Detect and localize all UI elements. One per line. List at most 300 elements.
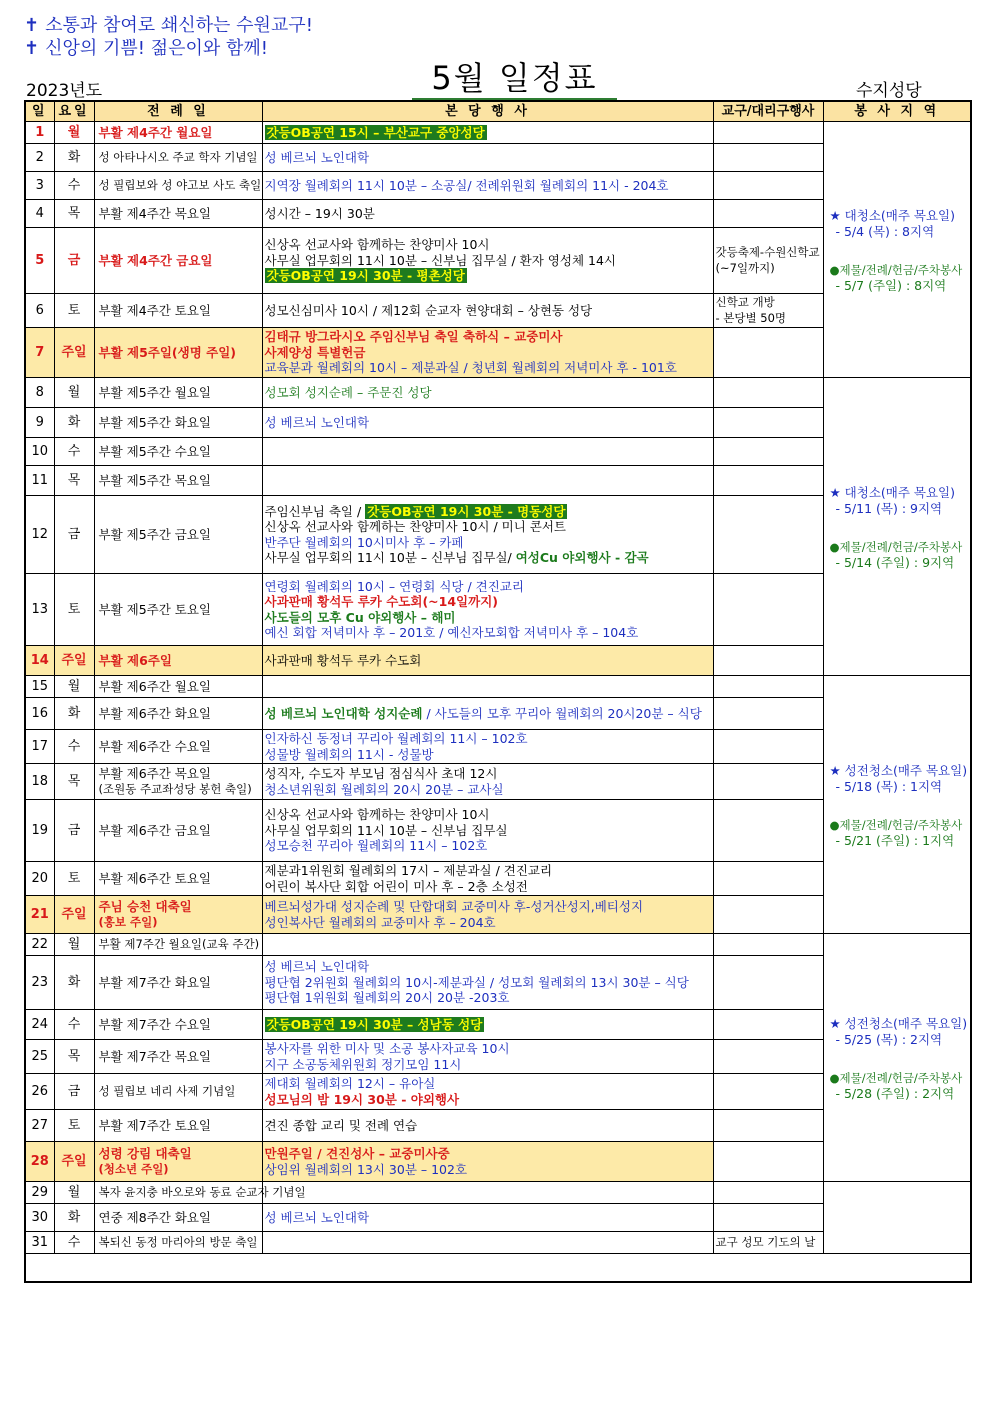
liturgy-label: 부활 제4주간 금요일 (98, 252, 213, 268)
weekday-cell (54, 438, 94, 466)
day-number: 2 (35, 149, 44, 165)
weekday-label: 목 (67, 205, 81, 221)
diocese-events-cell (713, 800, 823, 862)
event-line (265, 345, 711, 361)
event-text: 성모님의 밤 19시 30분 - 야외행사 (264, 1091, 460, 1107)
parish-events-cell (262, 378, 713, 408)
weekday-cell (54, 200, 94, 228)
day-number: 25 (31, 1048, 49, 1064)
day-cell (25, 1204, 54, 1232)
weekday-cell (54, 1074, 94, 1110)
event-text: 어린이 복사단 회합 어린이 미사 후 – 2층 소성전 (264, 878, 528, 894)
day-cell (25, 1232, 54, 1254)
event-line (265, 1017, 711, 1033)
parish-events-cell (262, 1232, 713, 1254)
diocese-events-cell (713, 1142, 823, 1182)
day-cell (25, 676, 54, 698)
weekday-label: 월 (67, 1184, 81, 1200)
diocese-events-cell (713, 862, 823, 896)
liturgy-label: 부활 제7주간 수요일 (98, 1016, 211, 1032)
day-cell (25, 328, 54, 378)
event-text-extra: 여성Cu 야외행사 - 감곡 (515, 550, 649, 565)
liturgy-label: 부활 제5주간 토요일 (98, 601, 211, 617)
diocese-events-cell (713, 328, 823, 378)
parish-events-cell (262, 200, 713, 228)
weekday-label: 금 (67, 252, 81, 268)
diocese-events-cell (713, 172, 823, 200)
parish-events-cell (262, 466, 713, 496)
weekday-cell (54, 1182, 94, 1204)
day-number: 17 (31, 738, 49, 754)
event-line (265, 959, 711, 975)
liturgy-label: 성령 강림 대축일 (98, 1145, 192, 1161)
volunteer-service (830, 1070, 969, 1102)
year-label: 2023년도 (26, 81, 103, 101)
liturgy-cell (94, 934, 262, 956)
day-number: 13 (31, 601, 49, 617)
day-number: 1 (35, 124, 45, 140)
col-header-liturgy: 전 례 일 (94, 101, 262, 122)
weekday-cell (54, 328, 94, 378)
event-text: 반주단 월례회의 10시미사 후 – 카페 (264, 534, 464, 550)
liturgy-label: 부활 제5주간 목요일 (98, 472, 211, 488)
parish-events-cell (262, 294, 713, 328)
parish-events-cell (262, 1110, 713, 1142)
liturgy-cell (94, 676, 262, 698)
weekday-label: 주일 (61, 1153, 87, 1169)
parish-events-cell (262, 496, 713, 574)
event-line (265, 360, 711, 376)
weekday-cell (54, 1232, 94, 1254)
weekday-label: 월 (67, 384, 81, 400)
event-line (265, 915, 711, 931)
event-line (265, 838, 711, 854)
weekday-cell (54, 896, 94, 934)
liturgy-cell (94, 172, 262, 200)
event-text: 연령회 월례회의 10시 – 연령회 식당 / 견진교리 (264, 578, 524, 594)
day-number: 24 (31, 1016, 49, 1032)
event-text: 사과판매 황석두 루카 수도회 (264, 652, 422, 668)
diocese-events-cell (713, 122, 823, 144)
cleaning-date: - 5/4 (목) : 8지역 (835, 223, 935, 239)
day-number: 26 (31, 1083, 49, 1099)
event-text: 상임위 월례회의 13시 30분 – 102호 (264, 1161, 468, 1177)
diocese-events-cell (713, 896, 823, 934)
parish-events-cell (262, 800, 713, 862)
event-line (265, 415, 711, 431)
day-number: 19 (31, 822, 49, 838)
parish-events-cell (262, 172, 713, 200)
weekday-cell (54, 956, 94, 1010)
liturgy-cell (94, 496, 262, 574)
weekday-label: 금 (67, 526, 81, 542)
day-number: 3 (35, 177, 44, 193)
parish-events-cell (262, 698, 713, 730)
day-cell (25, 730, 54, 764)
volunteer-area-cell (823, 934, 971, 1182)
volunteer-area-cell (823, 378, 971, 676)
day-cell (25, 1110, 54, 1142)
liturgy-cell (94, 122, 262, 144)
day-number: 6 (35, 302, 44, 318)
diocese-events-cell (713, 438, 823, 466)
event-text: 청소년위원회 월례회의 20시 20분 – 교사실 (264, 781, 504, 797)
day-number: 7 (35, 344, 45, 360)
event-text: 사과판매 황석두 루카 수도회(~14일까지) (264, 594, 498, 609)
parish-events-cell (262, 764, 713, 800)
day-number: 16 (31, 705, 49, 721)
diocese-events-cell (713, 1040, 823, 1074)
volunteer-area-cell (823, 122, 971, 378)
day-number: 11 (31, 472, 49, 488)
liturgy-label: 성 필립보와 성 야고보 사도 축일 (98, 178, 262, 193)
weekday-label: 토 (67, 1117, 81, 1133)
event-line (265, 706, 711, 722)
event-text: 제분과1위원회 월례회의 17시 – 제분과실 / 견진교리 (264, 863, 553, 878)
liturgy-label: 복자 윤지충 바오로와 동료 순교자 기념일 (98, 1185, 306, 1200)
event-text: 베르뇌성가대 성지순례 및 단합대회 교중미사 후-성거산성지,베티성지 (264, 899, 644, 914)
diocese-events-cell (713, 1110, 823, 1142)
diocese-events-cell (713, 764, 823, 800)
event-line (265, 899, 711, 915)
weekday-label: 금 (67, 822, 81, 838)
weekday-cell (54, 764, 94, 800)
weekday-cell (54, 466, 94, 496)
event-text: 갓등OB공연 19시 30분 – 성남동 성당 (266, 1016, 483, 1032)
weekday-label: 수 (67, 738, 81, 754)
event-text: 지구 소공동체위원회 정기모임 11시 (264, 1056, 462, 1072)
weekday-cell (54, 408, 94, 438)
liturgy-label: 부활 제6주일 (98, 652, 172, 668)
event-line (265, 879, 711, 895)
service-date: - 5/14 (주일) : 9지역 (835, 554, 955, 570)
liturgy-label: 부활 제7주간 월요일(교육 주간) (98, 937, 260, 952)
diocese-events-cell (713, 466, 823, 496)
event-text: 인자하신 동정녀 꾸리아 월례회의 11시 – 102호 (264, 731, 528, 746)
diocese-events-cell (713, 294, 823, 328)
event-text: 성모신심미사 10시 / 제12회 순교자 현양대회 – 상현동 성당 (264, 302, 593, 318)
day-number: 31 (31, 1234, 49, 1250)
parish-events-cell (262, 574, 713, 646)
liturgy-label: 부활 제6주간 금요일 (98, 822, 211, 838)
table-row (25, 122, 971, 144)
col-header-parish-events: 본 당 행 사 (262, 101, 713, 122)
event-text: 지역장 월례회의 11시 10분 – 소공실/ 전례위원회 월례회의 11시 - 204호 (264, 177, 669, 193)
event-line (265, 823, 711, 839)
day-number: 15 (31, 678, 49, 694)
event-line (265, 237, 711, 253)
weekday-cell (54, 294, 94, 328)
liturgy-cell (94, 1040, 262, 1074)
event-text-extra: 갓등OB공연 19시 30분 - 명동성당 (367, 503, 566, 519)
weekday-cell (54, 228, 94, 294)
day-cell (25, 1074, 54, 1110)
event-text: 성모승천 꾸리아 월례회의 11시 – 102호 (264, 838, 488, 854)
event-line (265, 329, 711, 345)
liturgy-cell (94, 408, 262, 438)
parish-events-cell (262, 328, 713, 378)
weekday-label: 금 (67, 1083, 81, 1099)
event-text: 성시간 – 19시 30분 (264, 205, 375, 221)
parish-events-cell (262, 1010, 713, 1040)
event-line (265, 550, 711, 566)
parish-events-cell (262, 862, 713, 896)
event-line (265, 206, 711, 222)
diocese-event-line: 교구 성모 기도의 날 (715, 1234, 816, 1249)
day-cell (25, 172, 54, 200)
day-cell (25, 698, 54, 730)
day-cell (25, 144, 54, 172)
weekday-label: 수 (67, 1234, 81, 1250)
parish-events-cell (262, 144, 713, 172)
event-line (265, 303, 711, 319)
liturgy-label: 부활 제6주간 목요일 (98, 765, 211, 781)
weekday-cell (54, 862, 94, 896)
weekday-label: 수 (67, 443, 81, 459)
day-number: 18 (31, 773, 49, 789)
weekday-label: 주일 (61, 652, 87, 668)
day-number: 4 (35, 205, 44, 221)
day-cell (25, 800, 54, 862)
liturgy-cell (94, 1110, 262, 1142)
liturgy-label: 부활 제7주간 화요일 (98, 974, 211, 990)
service-duty: ●제물/전례/헌금/주차봉사 (829, 817, 963, 832)
weekday-cell (54, 144, 94, 172)
day-cell (25, 1040, 54, 1074)
parish-events-cell (262, 956, 713, 1010)
day-cell (25, 496, 54, 574)
liturgy-sublabel: (홍보 주일) (98, 915, 158, 929)
cross-icon: ✝ (24, 38, 40, 59)
page-title: 5월 일정표 (412, 58, 617, 100)
event-text: 주임신부님 축일 / (264, 503, 366, 519)
weekday-cell (54, 676, 94, 698)
liturgy-label: 성 필립보 네리 사제 기념일 (98, 1084, 236, 1099)
volunteer-cleaning (830, 208, 969, 240)
liturgy-label: 부활 제4주간 목요일 (98, 205, 211, 221)
event-line (265, 990, 711, 1006)
weekday-label: 화 (67, 1209, 81, 1225)
weekday-cell (54, 1040, 94, 1074)
diocese-events-cell (713, 698, 823, 730)
liturgy-cell (94, 764, 262, 800)
event-text: 성 베르뇌 노인대학 (264, 149, 370, 165)
event-line (265, 385, 711, 401)
event-line (265, 268, 711, 284)
liturgy-label: 부활 제5주일(생명 주일) (98, 344, 237, 360)
liturgy-label: 부활 제6주간 수요일 (98, 738, 211, 754)
weekday-label: 화 (67, 414, 81, 430)
weekday-cell (54, 1204, 94, 1232)
weekday-label: 주일 (61, 906, 87, 922)
diocese-event-line: (~7일까지) (715, 260, 775, 275)
liturgy-label: 주님 승천 대축일 (98, 898, 192, 914)
table-header (25, 101, 971, 122)
diocese-events-cell (713, 730, 823, 764)
liturgy-sublabel: (조원동 주교좌성당 봉헌 축일) (98, 782, 252, 796)
weekday-cell (54, 934, 94, 956)
diocese-events-cell (713, 200, 823, 228)
weekday-label: 토 (67, 601, 81, 617)
liturgy-cell (94, 438, 262, 466)
diocese-events-cell (713, 408, 823, 438)
volunteer-area-cell (823, 1182, 971, 1254)
service-duty: ●제물/전례/헌금/주차봉사 (829, 539, 963, 554)
day-cell (25, 294, 54, 328)
day-cell (25, 1182, 54, 1204)
cleaning-date: - 5/18 (목) : 1지역 (835, 778, 943, 794)
day-cell (25, 466, 54, 496)
event-line (265, 1118, 711, 1134)
liturgy-label: 부활 제6주간 토요일 (98, 870, 211, 886)
weekday-label: 주일 (61, 344, 87, 360)
service-duty: ●제물/전례/헌금/주차봉사 (829, 262, 963, 277)
event-text: 교육분과 월례회의 10시 – 제분과실 / 청년회 월례회의 저녁미사 후 - 101호 (264, 360, 677, 376)
day-number: 29 (31, 1184, 49, 1200)
diocese-events-cell (713, 956, 823, 1010)
parish-name: 수지성당 (856, 81, 922, 101)
liturgy-cell (94, 200, 262, 228)
weekday-cell (54, 172, 94, 200)
diocese-events-cell (713, 144, 823, 172)
liturgy-cell (94, 1204, 262, 1232)
cleaning-date: - 5/11 (목) : 9지역 (835, 500, 943, 516)
empty-cell (25, 1254, 971, 1282)
cross-icon: ✝ (24, 15, 40, 36)
day-cell (25, 862, 54, 896)
liturgy-label: 성 아타나시오 주교 학자 기념일 (98, 150, 258, 165)
col-header-diocese-events: 교구/대리구행사 (713, 101, 823, 122)
parish-events-cell (262, 228, 713, 294)
weekday-label: 목 (67, 472, 81, 488)
parish-events-cell (262, 646, 713, 676)
liturgy-label: 복되신 동정 마리아의 방문 축일 (98, 1235, 258, 1250)
event-line (265, 1041, 711, 1057)
event-line (265, 125, 711, 141)
parish-events-cell (262, 1040, 713, 1074)
parish-events-cell (262, 676, 713, 698)
weekday-cell (54, 730, 94, 764)
volunteer-area-cell (823, 676, 971, 934)
liturgy-cell (94, 328, 262, 378)
event-text: 성 베르뇌 노인대학 (264, 959, 370, 975)
event-text: 성 베르뇌 노인대학 성지순례 (264, 705, 423, 721)
liturgy-cell (94, 144, 262, 172)
liturgy-sublabel: (청소년 주일) (98, 1162, 169, 1176)
cleaning-duty: ★ 대청소(매주 목요일) (829, 484, 956, 500)
table-row (25, 378, 971, 408)
day-cell (25, 934, 54, 956)
col-header-volunteer-area: 봉 사 지 역 (823, 101, 971, 122)
diocese-events-cell (713, 378, 823, 408)
service-date: - 5/7 (주일) : 8지역 (835, 277, 947, 293)
day-cell (25, 228, 54, 294)
diocese-events-cell (713, 1232, 823, 1254)
weekday-label: 월 (67, 124, 81, 140)
diocese-event-line: 갓등축제-수원신학교 (715, 245, 820, 259)
event-line (265, 1092, 711, 1108)
parish-events-cell (262, 1074, 713, 1110)
day-number: 30 (31, 1209, 49, 1225)
event-text: 신상옥 선교사와 함께하는 찬양미사 10시 (264, 237, 490, 253)
col-header-day: 일 (25, 101, 54, 122)
liturgy-cell (94, 574, 262, 646)
parish-events-cell (262, 1204, 713, 1232)
diocese-events-cell (713, 1182, 823, 1204)
day-cell (25, 378, 54, 408)
event-line (265, 625, 711, 641)
cleaning-duty: ★ 성전청소(매주 목요일) (829, 1015, 968, 1031)
diocese-events-cell (713, 934, 823, 956)
weekday-label: 토 (67, 870, 81, 886)
liturgy-cell (94, 646, 262, 676)
day-cell (25, 646, 54, 676)
event-line (265, 150, 711, 166)
volunteer-cleaning (830, 763, 969, 795)
event-line (265, 747, 711, 763)
motto-2: ✝ 신앙의 기쁨! 젊은이와 함께! (24, 38, 268, 59)
weekday-label: 월 (67, 678, 81, 694)
liturgy-cell (94, 1010, 262, 1040)
event-text: 갓등OB공연 19시 30분 - 평촌성당 (266, 268, 465, 284)
diocese-events-cell (713, 228, 823, 294)
weekday-cell (54, 698, 94, 730)
event-text: 신상옥 선교사와 함께하는 찬양미사 10시 (264, 807, 490, 823)
weekday-label: 토 (67, 302, 81, 318)
day-cell (25, 956, 54, 1010)
table-row (25, 676, 971, 698)
event-text: 견진 종합 교리 및 전례 연습 (264, 1117, 418, 1133)
event-line (265, 610, 711, 626)
day-number: 23 (31, 974, 49, 990)
event-line (265, 1146, 711, 1162)
event-text: 평단협 1위원회 월례회의 20시 20분 -203호 (264, 990, 510, 1006)
weekday-label: 목 (67, 1048, 81, 1064)
event-text: 성인복사단 월례회의 교중미사 후 – 204호 (264, 914, 496, 930)
cleaning-duty: ★ 대청소(매주 목요일) (829, 207, 956, 223)
liturgy-cell (94, 862, 262, 896)
diocese-events-cell (713, 1074, 823, 1110)
event-text: 성물방 월례회의 11시 - 성물방 (264, 746, 434, 762)
liturgy-cell (94, 294, 262, 328)
liturgy-label: 연중 제8주간 화요일 (98, 1209, 211, 1225)
day-number: 12 (31, 526, 49, 542)
weekday-label: 화 (67, 705, 81, 721)
volunteer-service (830, 262, 969, 294)
day-number: 27 (31, 1117, 49, 1133)
diocese-events-cell (713, 574, 823, 646)
schedule-table (24, 100, 972, 1283)
weekday-label: 수 (67, 1016, 81, 1032)
liturgy-label: 부활 제4주간 월요일 (98, 124, 213, 140)
weekday-label: 목 (67, 773, 81, 789)
event-text: 평단협 2위원회 월례회의 10시-제분과실 / 성모회 월례회의 13시 30분 – 식당 (264, 974, 689, 990)
event-line (265, 178, 711, 194)
liturgy-cell (94, 1074, 262, 1110)
liturgy-label: 부활 제6주간 월요일 (98, 678, 211, 694)
event-line (265, 766, 711, 782)
diocese-events-cell (713, 676, 823, 698)
liturgy-cell (94, 1142, 262, 1182)
mottos (24, 14, 313, 60)
day-cell (25, 438, 54, 466)
weekday-cell (54, 378, 94, 408)
parish-events-cell (262, 122, 713, 144)
diocese-event-line: 신학교 개방 (715, 295, 775, 309)
liturgy-cell (94, 800, 262, 862)
liturgy-cell (94, 228, 262, 294)
cleaning-duty: ★ 성전청소(매주 목요일) (829, 762, 968, 778)
